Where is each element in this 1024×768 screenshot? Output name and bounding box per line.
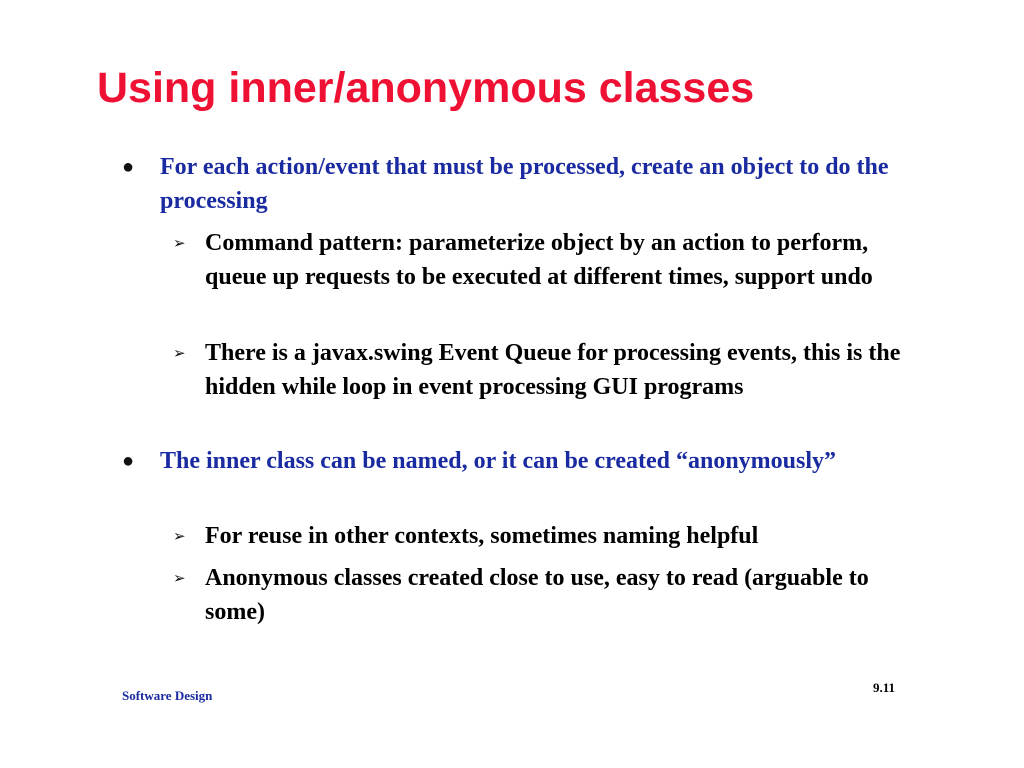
- sub-bullet-item-1-1: [173, 226, 925, 294]
- footer-page-number: 9.11: [873, 680, 896, 695]
- sub-bullet-item-2-2: [173, 561, 925, 629]
- bullet-text: The inner class can be named, or it can be created “anonymously”: [160, 448, 837, 474]
- bullet-item-1: [122, 150, 900, 218]
- slide-title: Using inner/anonymous classes: [97, 64, 755, 112]
- footer-course-title: Software Design: [122, 688, 213, 703]
- arrow-bullet-icon: ➢: [173, 344, 186, 362]
- sub-bullet-text: Anonymous classes created close to use, easy to read (arguable to some): [205, 565, 869, 625]
- sub-bullet-text: There is a javax.swing Event Queue for processing events, this is the hidden while loop in event processing GUI programs: [205, 340, 901, 400]
- arrow-bullet-icon: ➢: [173, 234, 186, 252]
- bullet-text: For each action/event that must be processed, create an object to do the processing: [160, 154, 889, 214]
- arrow-bullet-icon: ➢: [173, 527, 186, 545]
- sub-bullet-text: Command pattern: parameterize object by an action to perform, queue up requests to be executed at different times, support undo: [205, 230, 873, 290]
- bullet-dot-icon: ●: [122, 156, 135, 178]
- bullet-dot-icon: ●: [122, 450, 135, 472]
- sub-bullet-text: For reuse in other contexts, sometimes naming helpful: [205, 523, 759, 549]
- arrow-bullet-icon: ➢: [173, 569, 186, 587]
- bullet-item-2: [122, 444, 900, 478]
- sub-bullet-item-2-1: [173, 519, 925, 553]
- sub-bullet-item-1-2: [173, 336, 925, 404]
